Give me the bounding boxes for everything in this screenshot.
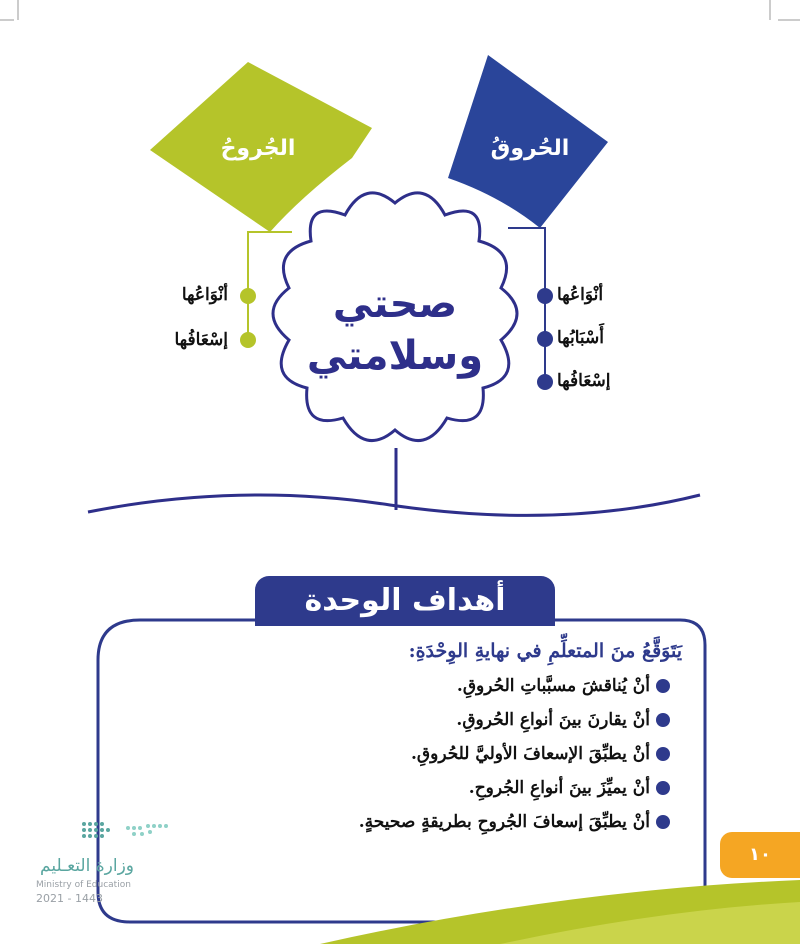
goal-item xyxy=(359,744,670,764)
ground-curve xyxy=(88,495,700,515)
right-item-firstaid: إسْعَافُها xyxy=(557,371,611,391)
goal-text: أنْ يميِّزَ بينَ أنواعِ الجُروحِ. xyxy=(468,778,650,798)
bullet-icon xyxy=(656,747,670,761)
bullet-icon xyxy=(656,781,670,795)
left-item-firstaid: إسْعَافُها xyxy=(174,330,228,350)
goal-item xyxy=(359,676,670,696)
goal-item xyxy=(359,778,670,798)
ministry-year: 2021 - 1443 xyxy=(36,892,103,905)
left-item-types: أنْوَاعُها xyxy=(181,285,228,305)
right-tab-label: الحُروقُ xyxy=(490,136,570,161)
goal-item xyxy=(359,710,670,730)
bullet-icon xyxy=(656,679,670,693)
ministry-logo-icon xyxy=(78,818,174,846)
center-title-line2: وسلامتي xyxy=(306,333,484,379)
goals-title: أهداف الوحدة xyxy=(255,576,555,626)
ministry-english: Ministry of Education xyxy=(36,880,131,890)
goals-list xyxy=(359,676,670,832)
right-item-types: أنْوَاعُها xyxy=(557,285,604,305)
goal-text: أنْ يُناقشَ مسبَّباتِ الحُروقِ. xyxy=(456,676,650,696)
bullet-icon xyxy=(656,815,670,829)
goals-intro: يَتَوَقَّعُ منَ المتعلِّمِ في نهايةِ الوِحْدَةِ: xyxy=(408,640,682,662)
goal-text: أنْ يطبِّقَ الإسعافَ الأوليَّ للحُروقِ. xyxy=(411,744,650,764)
center-title-line1: صحتي xyxy=(332,281,458,327)
bottom-wave xyxy=(0,880,800,944)
goal-item xyxy=(359,812,670,832)
goal-text: أنْ يطبِّقَ إسعافَ الجُروحِ بطريقةٍ صحيحةٍ. xyxy=(358,812,650,832)
ministry-arabic: وزارة التعـليم xyxy=(40,856,134,876)
bullet-icon xyxy=(656,713,670,727)
page-number: ١٠ xyxy=(720,832,800,878)
right-item-causes: أَسْبَابُها xyxy=(557,328,605,348)
goal-text: أنْ يقارنَ بينَ أنواعِ الحُروقِ. xyxy=(456,710,650,730)
left-tab-label: الجُروحُ xyxy=(220,136,296,161)
